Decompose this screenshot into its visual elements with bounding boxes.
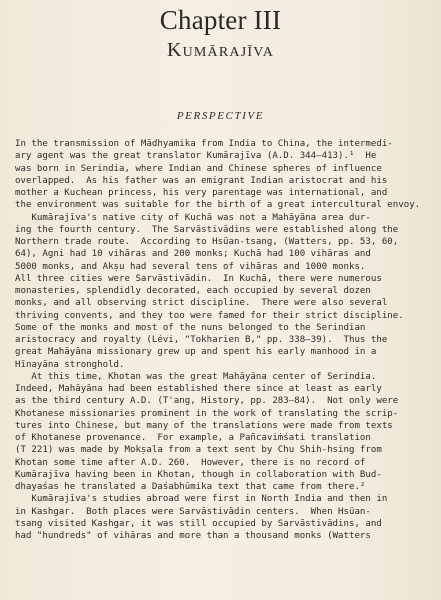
text-line: Kumārajīva's studies abroad were first in North India and then in (15, 494, 388, 505)
text-line: Hīnayāna stronghold. (15, 359, 125, 370)
text-line: the environment was suitable for the birth of a great intercultural envoy. (15, 200, 421, 211)
text-line: Northern trade route. According to Hsüan-tsang, (Watters, pp. 53, 60, (15, 237, 399, 247)
text-line: 64), Agni had 10 vihāras and 200 monks; Kuchā had 100 vihāras and (15, 249, 371, 260)
text-line: of Khotanese provenance. For example, a Pañcaviṁśati translation (15, 433, 371, 443)
text-line: was born in Serindia, where Indian and Chinese spheres of influence (15, 163, 382, 174)
text-line: Khotanese missionaries prominent in the work of translating the scrip- (15, 408, 399, 419)
text-line: (T 221) was made by Mokṣala from a text sent by Chu Shih-hsing from (15, 445, 382, 456)
chapter-number: Chapter III (159, 5, 282, 35)
text-line: Kumārajīva having been in Khotan, though in collaboration with Bud- (15, 469, 382, 480)
text-line: had "hundreds" of vihāras and more than a thousand monks (Watters (15, 531, 371, 541)
text-line: tures into Chinese, but many of the translations were made from texts (15, 420, 393, 431)
section-heading: PERSPECTIVE (176, 110, 265, 122)
text-line: All three cities were Sarvāstivādin. In Kuchā, there were numerous (15, 273, 382, 284)
text-line: dhayaśas he translated a Daśabhūmika text that came from there.² (15, 482, 366, 492)
text-line: ing the fourth century. The Sarvāstivādins were established along the (15, 224, 399, 235)
text-line: Some of the monks and most of the nuns belonged to the Serindian (15, 322, 366, 333)
text-line: aristocracy and royalty (Lévi, "Tokharien B," pp. 338–39). Thus the (15, 335, 388, 345)
text-line: tsang visited Kashgar, it was still occupied by Sarvāstivādins, and (15, 518, 382, 529)
text-line: In the transmission of Mādhyamika from India to China, the intermedi- (15, 139, 393, 149)
text-line: in Kashgar. Both places were Sarvāstivādin centers. When Hsüan- (15, 506, 371, 517)
text-line: overlapped. As his father was an emigrant Indian aristocrat and his (15, 175, 388, 186)
text-line: Khotan some time after A.D. 260. However, there is no record of (15, 457, 366, 468)
text-line: as the third century A.D. (T'ang, History, pp. 283–84). Not only were (15, 396, 399, 407)
text-line: monks, and all observing strict discipline. There were also several (15, 298, 388, 309)
text-line: ary agent was the great translator Kumārajīva (A.D. 344–413).¹ He (15, 151, 377, 162)
text-line: Indeed, Mahāyāna had been established there since at least as early (15, 384, 382, 394)
chapter-title: Kumārajīva (166, 39, 275, 61)
text-line: mother a Kuchean princess, his very parentage was international, and (15, 188, 388, 198)
text-line: 5000 monks, and Akṣu had several tens of vihāras and 1000 monks. (15, 261, 366, 272)
text-line: thriving convents, and they too were famed for their strict discipline. (15, 310, 404, 321)
text-line: great Mahāyāna missionary grew up and spent his early manhood in a (15, 347, 377, 358)
text-line: At this time, Khotan was the great Mahāyāna center of Serindia. (15, 371, 377, 382)
text-line: Kumārajīva's native city of Kuchā was not a Mahāyāna area dur- (15, 212, 371, 223)
body-text (15, 138, 440, 542)
text-line: monasteries, splendidly decorated, each occupied by several dozen (15, 286, 371, 296)
